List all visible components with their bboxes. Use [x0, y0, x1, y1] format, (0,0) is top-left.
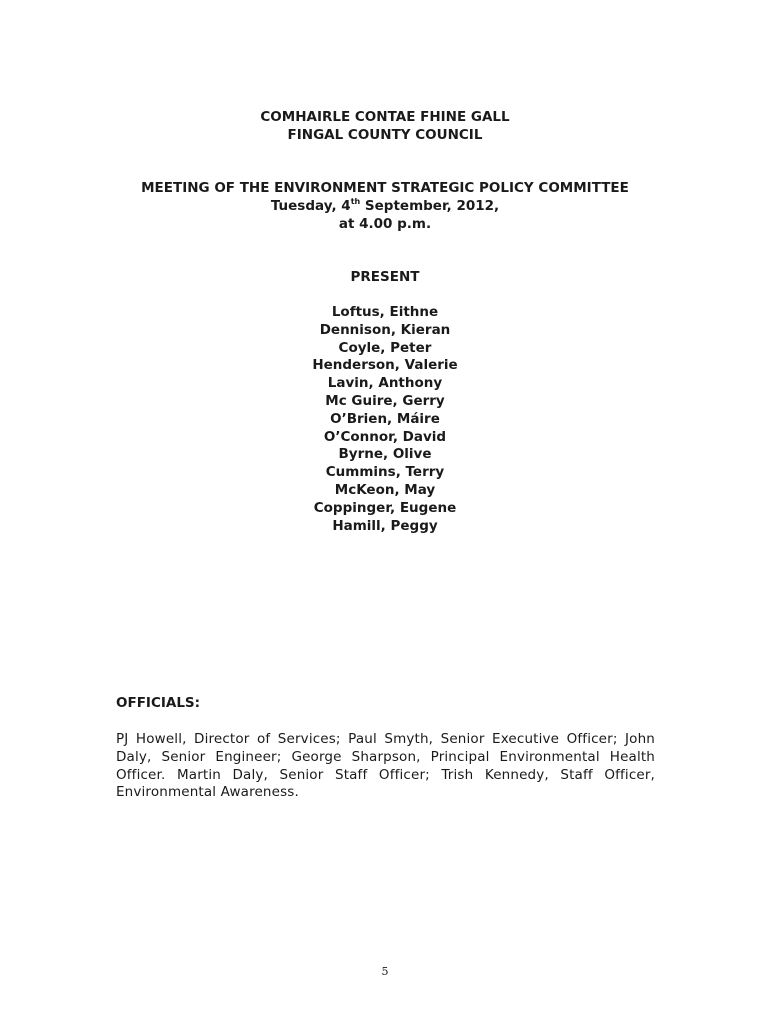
council-name-english: FINGAL COUNTY COUNCIL [287, 127, 483, 143]
attendee-name: Byrne, Olive [338, 446, 432, 463]
attendee-name: Loftus, Eithne [331, 304, 439, 320]
council-name-irish: COMHAIRLE CONTAE FHINE GALL [260, 109, 510, 125]
meeting-date-prefix: Tuesday, 4 [270, 198, 351, 214]
attendee-name: Dennison, Kieran [319, 321, 451, 338]
attendee-name: Henderson, Valerie [312, 357, 458, 374]
attendee-list [0, 304, 770, 535]
present-heading [0, 268, 770, 286]
attendee-name: McKeon, May [334, 481, 436, 498]
attendee-name: O’Brien, Máire [330, 410, 440, 427]
attendee-name: Coyle, Peter [338, 339, 432, 356]
attendee-name: Mc Guire, Gerry [325, 392, 445, 409]
attendee-name: O’Connor, David [323, 428, 447, 445]
present-heading-text: PRESENT [350, 269, 420, 285]
officials-heading: OFFICIALS: [116, 695, 201, 711]
meeting-date-ordinal: th [350, 197, 361, 206]
meeting-date [0, 197, 770, 215]
meeting-time: at 4.00 p.m. [338, 216, 432, 232]
attendee-name: Lavin, Anthony [327, 375, 443, 392]
officials-paragraph: PJ Howell, Director of Services; Paul Smyth, Senior Executive Officer; John Daly, Senior Engineer; George Sharpson, Principal Environmental Health Officer. Martin Daly, Senior Staff Officer; Trish Kennedy, Staff Officer, Environmental Awareness. [116, 731, 655, 801]
attendee-name: Hamill, Peggy [332, 517, 438, 534]
attendee-name: Cummins, Terry [325, 464, 445, 481]
meeting-header [0, 179, 770, 233]
attendee-name: Coppinger, Eugene [313, 499, 457, 516]
meeting-date-suffix: September, 2012, [360, 198, 500, 214]
page-number: 5 [381, 965, 389, 978]
council-header [0, 108, 770, 144]
meeting-title: MEETING OF THE ENVIRONMENT STRATEGIC POLICY COMMITTEE [141, 180, 629, 196]
